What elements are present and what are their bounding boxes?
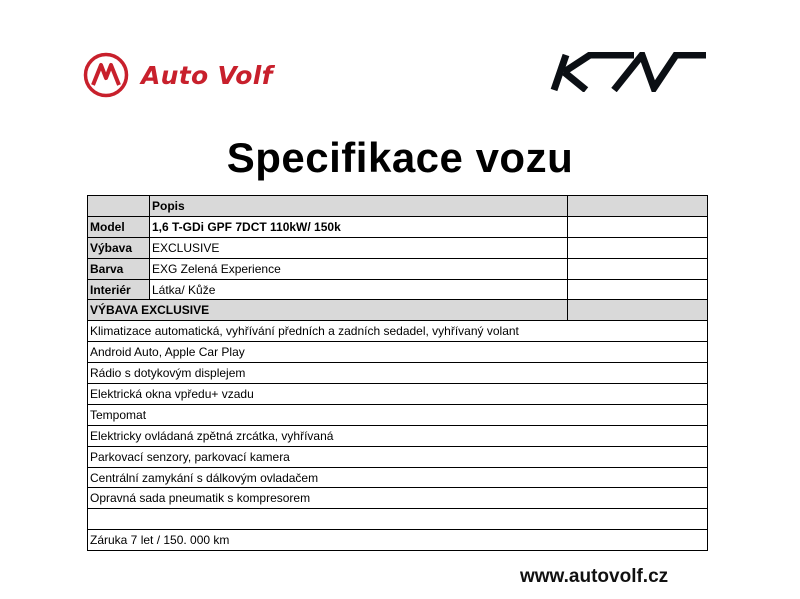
header-extra-cell: [568, 196, 708, 217]
spec-table: [87, 195, 708, 551]
row-label: Model: [88, 216, 150, 237]
row-value: 1,6 T-GDi GPF 7DCT 110kW/ 150k: [150, 216, 568, 237]
table-row: [88, 216, 708, 237]
equipment-item: Záruka 7 let / 150. 000 km: [88, 530, 708, 551]
list-item: [88, 404, 708, 425]
equipment-item: [88, 509, 708, 530]
list-item: [88, 425, 708, 446]
list-item: [88, 384, 708, 405]
list-item: [88, 530, 708, 551]
table-header-row: [88, 196, 708, 217]
website-url: www.autovolf.cz: [520, 566, 669, 587]
list-item: [88, 342, 708, 363]
row-value: EXCLUSIVE: [150, 237, 568, 258]
equipment-item: Tempomat: [88, 404, 708, 425]
equipment-header-row: [88, 300, 708, 321]
row-extra-cell: [568, 279, 708, 300]
header-empty-cell: [88, 196, 150, 217]
equipment-header: VÝBAVA EXCLUSIVE: [88, 300, 568, 321]
row-label: Barva: [88, 258, 150, 279]
list-item: [88, 321, 708, 342]
list-item: [88, 467, 708, 488]
row-extra-cell: [568, 258, 708, 279]
equipment-item: Android Auto, Apple Car Play: [88, 342, 708, 363]
equipment-item: Elektrická okna vpředu+ vzadu: [88, 384, 708, 405]
row-value: EXG Zelená Experience: [150, 258, 568, 279]
equipment-item: Opravná sada pneumatik s kompresorem: [88, 488, 708, 509]
equipment-item: Elektricky ovládaná zpětná zrcátka, vyhřívaná: [88, 425, 708, 446]
av-logo-icon: [83, 52, 129, 98]
dealer-name: Auto Volf: [141, 60, 273, 90]
list-item: [88, 488, 708, 509]
row-extra-cell: [568, 216, 708, 237]
row-label: Výbava: [88, 237, 150, 258]
row-extra-cell: [568, 237, 708, 258]
equipment-header-extra: [568, 300, 708, 321]
row-value: Látka/ Kůže: [150, 279, 568, 300]
table-row: [88, 258, 708, 279]
list-item: [88, 363, 708, 384]
dealer-logo: [83, 52, 273, 98]
equipment-item: Parkovací senzory, parkovací kamera: [88, 446, 708, 467]
row-label: Interiér: [88, 279, 150, 300]
table-row: [88, 279, 708, 300]
equipment-item: Klimatizace automatická, vyhřívání předních a zadních sedadel, vyhřívaný volant: [88, 321, 708, 342]
page-title: Specifikace vozu: [226, 134, 574, 181]
equipment-item: Centrální zamykání s dálkovým ovladačem: [88, 467, 708, 488]
kia-logo-icon: [550, 52, 710, 92]
table-row: [88, 237, 708, 258]
equipment-item: Rádio s dotykovým displejem: [88, 363, 708, 384]
column-header-popis: Popis: [150, 196, 568, 217]
list-item: [88, 446, 708, 467]
list-item: [88, 509, 708, 530]
